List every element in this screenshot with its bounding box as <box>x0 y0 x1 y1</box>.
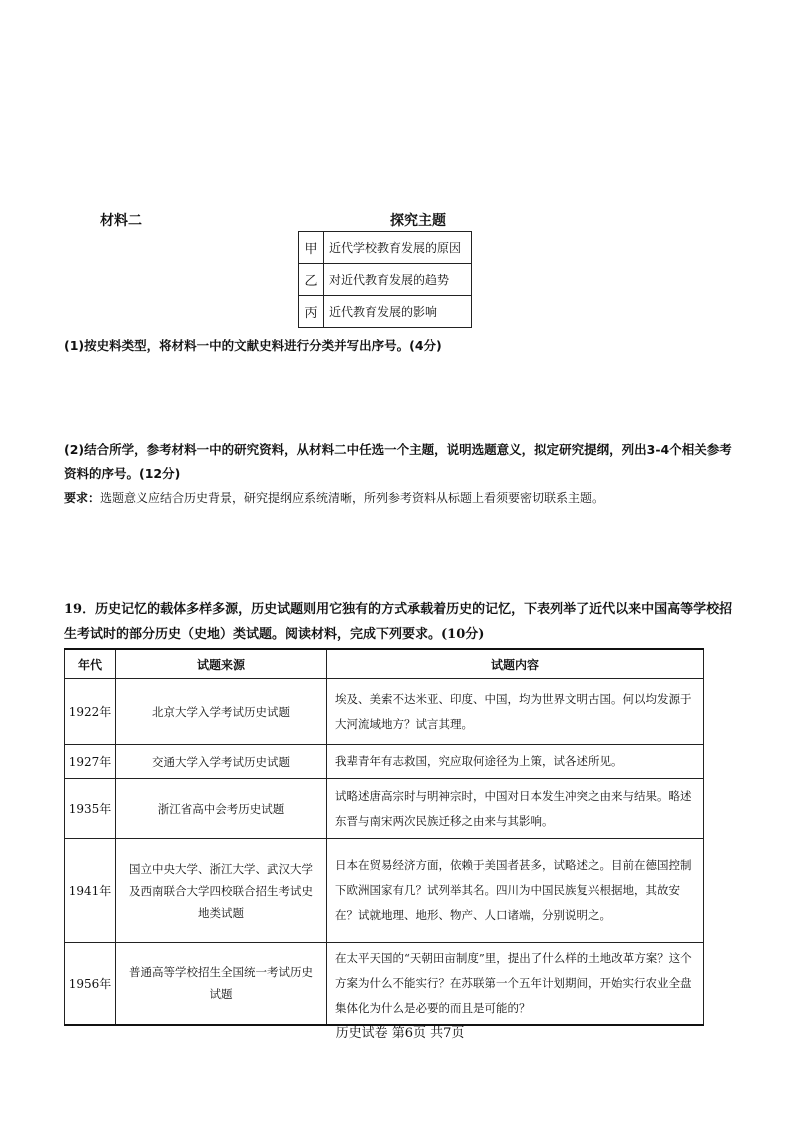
topic-table <box>298 231 472 328</box>
table-row <box>65 679 704 745</box>
row-content: 埃及、美索不达米亚、印度、中国，均为世界文明古国。何以均发源于大河流域地方？试言其理。 <box>327 679 704 745</box>
topic-text: 近代教育发展的影响 <box>324 296 472 328</box>
exam-table-header <box>65 649 704 679</box>
topic-mark: 甲 <box>299 232 324 264</box>
header-year: 年代 <box>65 649 116 679</box>
table-row <box>65 839 704 943</box>
question-19: 19．历史记忆的载体多样多源，历史试题则用它独有的方式承载着历史的记忆，下表列举了近代以来中国高等学校招生考试时的部分历史（史地）类试题。阅读材料，完成下列要求。(10分) <box>64 602 733 642</box>
row-content: 试略述唐高宗时与明神宗时，中国对日本发生冲突之由来与结果。略述东晋与南宋两次民族迁移之由来与其影响。 <box>327 779 704 839</box>
table-row <box>65 745 704 779</box>
row-year: 1927年 <box>65 745 116 779</box>
topic-row <box>299 296 472 328</box>
topic-row <box>299 264 472 296</box>
row-year: 1956年 <box>65 943 116 1025</box>
question-1: (1)按史料类型，将材料一中的文献史料进行分类并写出序号。(4分) <box>64 338 442 353</box>
page-footer: 历史试卷 第6页 共7页 <box>335 1026 465 1041</box>
row-source: 北京大学入学考试历史试题 <box>116 679 327 745</box>
header-source: 试题来源 <box>116 649 327 679</box>
topic-mark: 丙 <box>299 296 324 328</box>
row-content: 在太平天国的“天朝田亩制度”里，提出了什么样的土地改革方案？这个方案为什么不能实行？在苏联第一个五年计划期间，开始实行农业全盘集体化为什么是必要的而且是可能的？ <box>327 943 704 1025</box>
topic-table-title: 探究主题 <box>390 213 446 229</box>
topic-text: 对近代教育发展的趋势 <box>324 264 472 296</box>
row-year: 1922年 <box>65 679 116 745</box>
topic-text: 近代学校教育发展的原因 <box>324 232 472 264</box>
header-content: 试题内容 <box>327 649 704 679</box>
topic-row <box>299 232 472 264</box>
topic-mark: 乙 <box>299 264 324 296</box>
requirement-text: 选题意义应结合历史背景，研究提纲应系统清晰，所列参考资料从标题上看须要密切联系主题。 <box>100 491 605 505</box>
row-year: 1935年 <box>65 779 116 839</box>
row-year: 1941年 <box>65 839 116 943</box>
requirement <box>64 488 744 508</box>
row-content: 我辈青年有志救国，究应取何途径为上策，试各述所见。 <box>327 745 704 779</box>
requirement-label: 要求： <box>64 491 101 505</box>
table-row <box>65 779 704 839</box>
row-source: 浙江省高中会考历史试题 <box>116 779 327 839</box>
row-source: 交通大学入学考试历史试题 <box>116 745 327 779</box>
material2-label: 材料二 <box>100 213 142 229</box>
table-row <box>65 943 704 1025</box>
row-source: 普通高等学校招生全国统一考试历史试题 <box>116 943 327 1025</box>
exam-table <box>64 648 704 1026</box>
question-2: (2)结合所学，参考材料一中的研究资料，从材料二中任选一个主题，说明选题意义，拟定研究提纲，列出3-4个相关参考资料的序号。(12分) <box>64 442 732 481</box>
row-source: 国立中央大学、浙江大学、武汉大学及西南联合大学四校联合招生考试史地类试题 <box>116 839 327 943</box>
row-content: 日本在贸易经济方面，依赖于美国者甚多，试略述之。目前在德国控制下欧洲国家有几？试列举其名。四川为中国民族复兴根据地，其故安在？试就地理、地形、物产、人口诸端，分别说明之。 <box>327 839 704 943</box>
